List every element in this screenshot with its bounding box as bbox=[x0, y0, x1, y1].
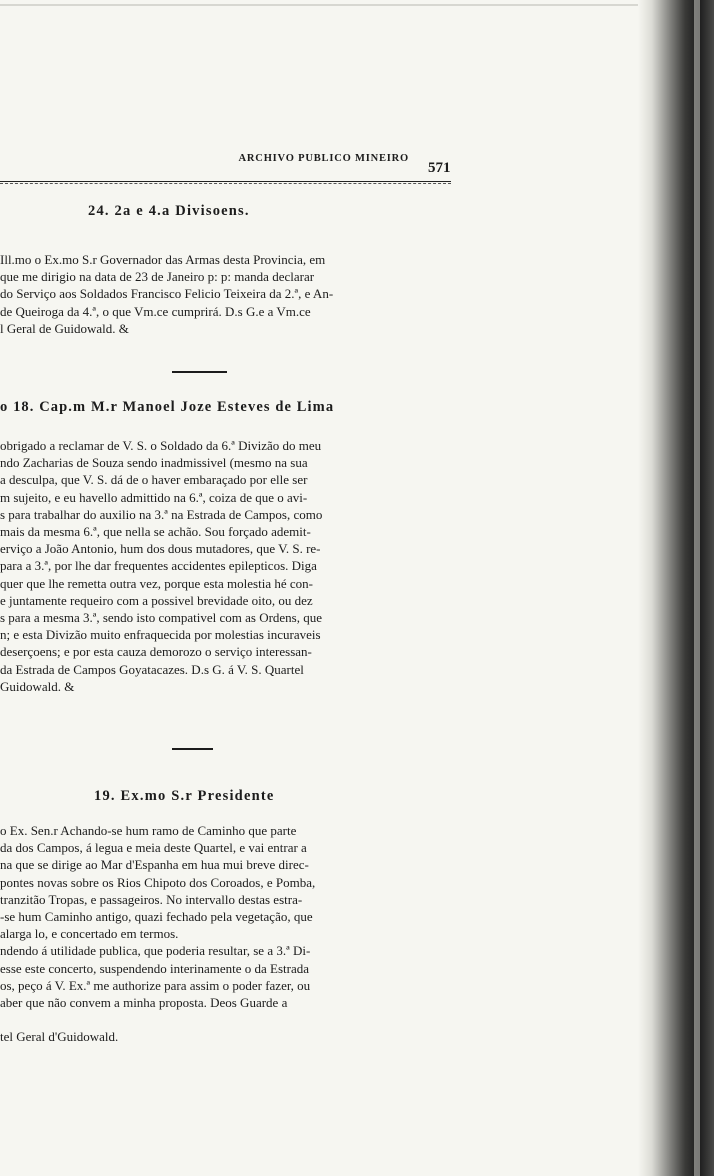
section-heading-24: 24. 2a e 4.a Divisoens. bbox=[88, 203, 250, 219]
body-line: obrigado a reclamar de V. S. o Soldado da 6.ª Divizão do meu bbox=[0, 438, 322, 453]
header-rule bbox=[0, 181, 451, 184]
section-divider bbox=[172, 371, 227, 373]
body-line: ndendo á utilidade publica, que poderia resultar, se a 3.ª Di- bbox=[0, 943, 311, 959]
section-body-18 bbox=[0, 437, 452, 695]
section-body-19 bbox=[0, 822, 452, 1045]
body-line: da dos Campos, á legua e meia deste Quartel, e vai entrar a bbox=[0, 840, 307, 856]
body-line: alarga lo, e concertado em termos. bbox=[0, 926, 179, 942]
body-line: m sujeito, e eu havello admittido na 6.ª, coiza de que o avi- bbox=[0, 489, 308, 505]
book-spine-shadow bbox=[638, 0, 714, 1176]
body-line: do Serviço aos Soldados Francisco Felicio Teixeira da 2.ª, e An- bbox=[0, 286, 334, 302]
section-body-24 bbox=[0, 251, 452, 337]
body-line: deserçoens; e por esta cauza demorozo o serviço interessan- bbox=[0, 644, 312, 660]
body-line: para a 3.ª, por lhe dar frequentes accidentes epilepticos. Diga bbox=[0, 558, 317, 574]
body-line: l Geral de Guidowald. & bbox=[0, 320, 129, 336]
body-line: s para trabalhar do auxilio na 3.ª na Estrada de Campos, como bbox=[0, 506, 323, 522]
body-line: o Ex. Sen.r Achando-se hum ramo de Caminho que parte bbox=[0, 823, 297, 838]
body-line: mais da mesma 6.ª, que nella se achão. Sou forçado ademit- bbox=[0, 524, 311, 540]
body-line: s para a mesma 3.ª, sendo isto compativel com as Ordens, que bbox=[0, 610, 323, 626]
body-line: aber que não convem a minha proposta. Deos Guarde a bbox=[0, 995, 288, 1011]
body-line: ndo Zacharias de Souza sendo inadmissivel (mesmo na sua bbox=[0, 455, 308, 471]
page-number: 571 bbox=[428, 160, 451, 176]
body-line: pontes novas sobre os Rios Chipoto dos Coroados, e Pomba, bbox=[0, 874, 316, 890]
body-line: a desculpa, que V. S. dá de o haver embaraçado por elle ser bbox=[0, 472, 308, 488]
section-heading-19: 19. Ex.mo S.r Presidente bbox=[94, 788, 275, 804]
section-heading-18: o 18. Cap.m M.r Manoel Joze Esteves de Lima bbox=[0, 399, 335, 415]
body-line: da Estrada de Campos Goyatacazes. D.s G. á V. S. Quartel bbox=[0, 661, 304, 677]
body-line: Guidowald. & bbox=[0, 678, 75, 694]
body-line: quer que lhe remetta outra vez, porque esta molestia hé con- bbox=[0, 575, 313, 591]
body-line: e juntamente requeiro com a possivel brevidade oito, ou dez bbox=[0, 592, 313, 608]
running-header-title: ARCHIVO PUBLICO MINEIRO bbox=[238, 153, 409, 164]
body-line: tranzitão Tropas, e passageiros. No intervallo destas estra- bbox=[0, 891, 303, 907]
body-line: n; e esta Divizão muito enfraquecida por molestias incuraveis bbox=[0, 627, 321, 643]
body-line: -se hum Caminho antigo, quazi fechado pela vegetação, que bbox=[0, 909, 313, 925]
body-line: os, peço á V. Ex.ª me authorize para assim o poder fazer, ou bbox=[0, 977, 311, 993]
section-divider bbox=[172, 748, 213, 750]
body-line: na que se dirige ao Mar d'Espanha em hua mui breve direc- bbox=[0, 857, 309, 873]
body-line: erviço a João Antonio, hum dos dous mutadores, que V. S. re- bbox=[0, 541, 321, 557]
closing-line: tel Geral d'Guidowald. bbox=[0, 1029, 119, 1045]
body-line: Ill.mo o Ex.mo S.r Governador das Armas desta Provincia, em bbox=[0, 252, 326, 267]
top-edge-line bbox=[0, 4, 640, 6]
body-line: esse este concerto, suspendendo interinamente o da Estrada bbox=[0, 960, 309, 976]
body-line: que me dirigio na data de 23 de Janeiro p: p: manda declarar bbox=[0, 269, 315, 285]
page-edge bbox=[694, 0, 700, 1176]
body-line: de Queiroga da 4.ª, o que Vm.ce cumprirá. D.s G.e a Vm.ce bbox=[0, 303, 311, 319]
